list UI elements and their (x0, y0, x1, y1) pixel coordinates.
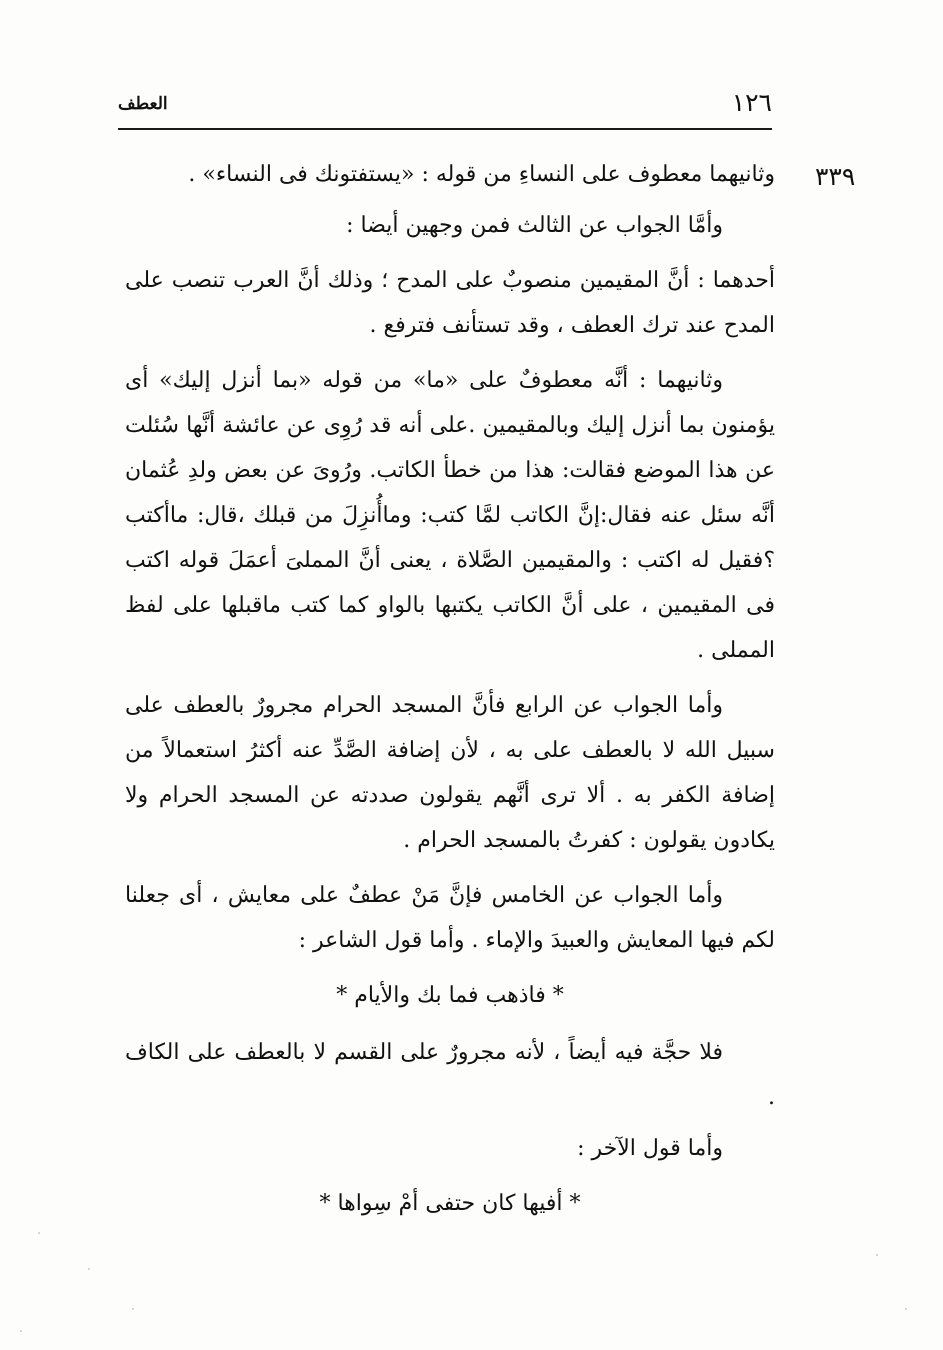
paragraph: وأما قول الآخر : (577, 1136, 723, 1161)
verse-line: * أفيها كان حتفى أمْ سِواها * (319, 1191, 581, 1216)
page-number: ١٢٦ (731, 88, 772, 117)
scan-speck (132, 1308, 134, 1310)
scan-speck (88, 1268, 90, 1270)
running-title: العطف (118, 94, 168, 114)
paragraph: فلا حجَّة فيه أيضاً ، لأنه مجرورٌ على القسم لا بالعطف على الكاف . (125, 1040, 775, 1110)
paragraph: وأما الجواب عن الرابع فأنَّ المسجد الحرام مجرورٌ بالعطف على سبيل الله لا بالعطف على به ، لأن إضافة الصَّدِّ عنه أكثرُ استعمالاً من إضافة الكفر به . ألا ترى أنَّهم يقولون صددته عن المسجد الحرام ولا يكادون يقولون : كفرتُ بالمسجد الحرام . (125, 693, 775, 853)
verse-line: * فاذهب فما بك والأيام * (336, 983, 564, 1008)
paragraph: وثانيهما معطوف على النساءِ من قوله : «يستفتونك فى النساء» . (188, 162, 775, 187)
scan-speck (905, 1308, 907, 1310)
body-text (125, 152, 775, 1238)
scan-speck (20, 1330, 22, 1332)
paragraph: وثانيهما : أنَّه معطوفٌ على «ما» من قوله «بما أنزل إليك» أى يؤمنون بما أنزل إليك وبالمقيمين .على أنه قد رُوِى عن عائشة أنَّها سُئلت عن هذا الموضع فقالت: هذا من خطأ الكاتب. ورُوىَ عن بعض ولدِ عُثمان أنَّه سئل عنه فقال:إنَّ الكاتب لمَّا كتب: وماأُنزِلَ من قبلك ،قال: ماأكتب ؟فقيل له اكتب : والمقيمين الصَّلاة ، يعنى أنَّ المملىَ أعمَلَ قوله اكتب فى المقيمين ، على أنَّ الكاتب يكتبها بالواو كما كتب ماقبلها على لفظ المملى . (125, 368, 775, 663)
scan-speck (38, 1232, 40, 1234)
entry-number: ٣٣٩ (815, 162, 856, 191)
scan-speck (876, 1254, 878, 1256)
paragraph: أحدهما : أنَّ المقيمين منصوبٌ على المدح ؛ وذلك أنَّ العرب تنصب على المدح عند ترك العطف ، وقد تستأنف فترفع . (125, 268, 775, 338)
paragraph: وأما الجواب عن الخامس فإنَّ مَنْ عطفٌ على معايش ، أى جعلنا لكم فيها المعايش والعبيدَ والإماء . وأما قول الشاعر : (125, 883, 775, 953)
paragraph: وأمَّا الجواب عن الثالث فمن وجهين أيضا : (346, 213, 723, 238)
page-header (118, 88, 772, 130)
